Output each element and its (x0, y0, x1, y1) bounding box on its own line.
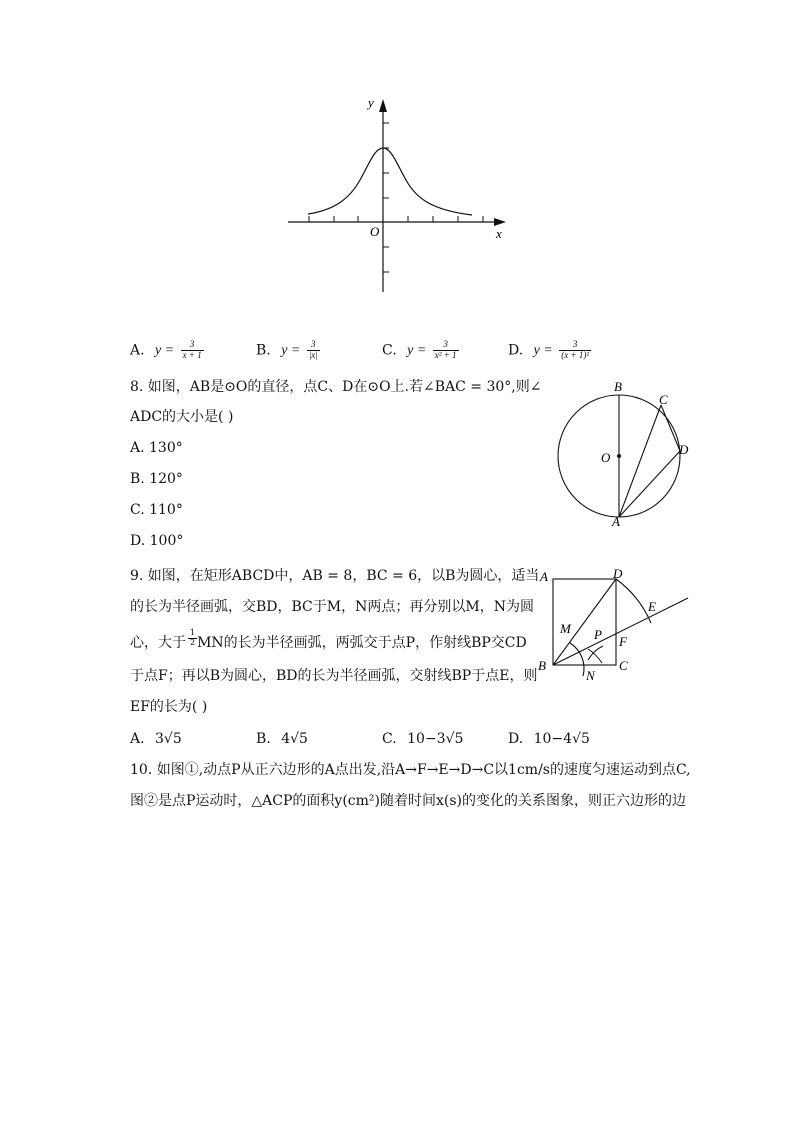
x-axis-arrow (494, 218, 506, 226)
label-o: O (601, 450, 611, 465)
label-a: A (540, 569, 548, 584)
label-a: A (612, 514, 620, 529)
y-axis-arrow (379, 99, 387, 112)
q9-stem-line3: 心，大于 $\frac{1}{2}$ MN的长为半径画弧，两弧交于点P，作射线BP交CD (130, 628, 527, 651)
q7-b-fraction: $\frac{3}{|x|}$ (308, 339, 318, 360)
q7-option-a[interactable]: A. y = $\frac{3}{x + 1}$ (130, 339, 202, 360)
center-point (617, 454, 621, 458)
label-c: C (619, 658, 628, 673)
label-d: D (613, 566, 623, 581)
label-f: F (619, 634, 627, 649)
q7-option-d[interactable]: D. y = $\frac{3}{\text{(x + 1)²}}$ (508, 339, 590, 360)
label-p: P (594, 627, 602, 642)
label-m: M (560, 621, 571, 636)
q8-option-a[interactable]: A. 130° (130, 440, 183, 456)
q9-option-a[interactable]: A. 3√5 (130, 731, 182, 747)
q9-option-d[interactable]: D. 10−4√5 (508, 731, 590, 747)
label-n: N (586, 668, 595, 683)
chord-ad (619, 451, 680, 517)
label-b: B (614, 379, 622, 394)
q7-a-fraction: $\frac{3}{x + 1}$ (182, 339, 202, 360)
bell-curve-graph (280, 92, 520, 297)
q7-option-b[interactable]: B. y = $\frac{3}{|x|}$ (256, 339, 318, 360)
q8-stem-line2: ADC的大小是( ) (130, 409, 234, 425)
q10-stem-line1: 10. 如图①,动点P从正六边形的A点出发,沿A→F→E→D→C以1cm/s的速度匀速运动到点C, (130, 762, 691, 778)
arc-de (616, 579, 651, 623)
bell-curve (308, 148, 472, 215)
arc-intersect-2 (588, 646, 603, 660)
label-b: B (538, 658, 546, 673)
label-c: C (659, 392, 668, 407)
q7-option-c[interactable]: C. y = $\frac{3}{\text{x² + 1}}$ (382, 339, 457, 360)
chord-ac (619, 405, 661, 517)
q9-option-c[interactable]: C. 10−3√5 (382, 731, 464, 747)
label-e: E (648, 599, 656, 614)
q9-rectangle-figure (536, 564, 696, 684)
origin-label: O (370, 224, 380, 239)
label-d: D (679, 442, 689, 457)
q8-option-d[interactable]: D. 100° (130, 533, 184, 549)
q9-stem-line4: 于点F；再以B为圆心，BD的长为半径画弧，交射线BP于点E，则 (130, 668, 538, 684)
ray-bp (553, 598, 688, 665)
x-ticks (309, 216, 483, 222)
q7-c-fraction: $\frac{3}{\text{x² + 1}}$ (434, 339, 457, 360)
q10-stem-line2: 图②是点P运动时，△ACP的面积y(cm²)随着时间x(s)的变化的关系图象，则正六边形的边 (130, 793, 686, 809)
q9-stem-line2: 的长为半径画弧，交BD，BC于M，N两点；再分别以M，N为圆 (130, 599, 534, 615)
q9-stem-line5: EF的长为( ) (130, 699, 208, 715)
q8-option-c[interactable]: C. 110° (130, 502, 183, 518)
one-half-fraction: $\frac{1}{2}$ (190, 628, 196, 647)
y-axis-label: y (368, 95, 374, 110)
y-ticks (383, 123, 389, 272)
q8-stem-line1: 8. 如图，AB是⊙O的直径，点C、D在⊙O上.若∠BAC = 30°,则∠ (130, 379, 542, 395)
q9-stem-line1: 9. 如图，在矩形ABCD中，AB = 8，BC = 6，以B为圆心，适当 (130, 568, 540, 584)
x-axis-label: x (496, 226, 502, 241)
chord-cd (661, 405, 680, 451)
q7-d-fraction: $\frac{3}{\text{(x + 1)²}}$ (561, 339, 590, 360)
q8-option-b[interactable]: B. 120° (130, 471, 183, 487)
q9-option-b[interactable]: B. 4√5 (256, 731, 308, 747)
q8-circle-figure (548, 374, 698, 534)
arc-mn (570, 643, 584, 676)
